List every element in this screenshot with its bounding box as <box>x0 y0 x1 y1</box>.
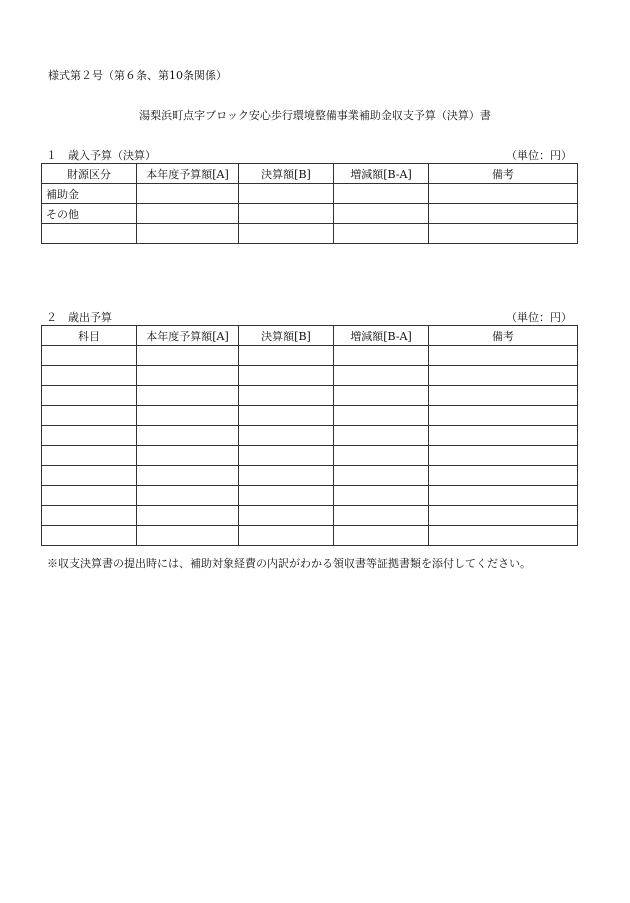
table-cell[interactable] <box>239 406 334 426</box>
expenditure-section-label: ２ 歳出予算 <box>46 311 112 324</box>
table-cell[interactable] <box>334 506 429 526</box>
table-cell[interactable] <box>334 386 429 406</box>
table-cell[interactable] <box>334 184 429 204</box>
revenue-section-label: １ 歳入予算（決算） <box>46 149 156 162</box>
table-cell[interactable] <box>334 466 429 486</box>
table-cell[interactable] <box>137 204 239 224</box>
table-cell[interactable] <box>137 184 239 204</box>
table-cell[interactable] <box>429 346 578 366</box>
table-row <box>42 506 578 526</box>
table-cell[interactable] <box>429 466 578 486</box>
revenue-section-header <box>46 147 576 161</box>
table-row <box>42 426 578 446</box>
table-cell[interactable] <box>429 446 578 466</box>
table-cell[interactable] <box>42 446 137 466</box>
table-cell[interactable] <box>137 526 239 546</box>
table-cell[interactable] <box>137 486 239 506</box>
revenue-col-remarks: 備考 <box>429 164 578 184</box>
table-cell[interactable] <box>42 406 137 426</box>
revenue-col-diff: 増減額[B-A] <box>334 164 429 184</box>
table-cell[interactable] <box>137 346 239 366</box>
table-cell[interactable] <box>429 224 578 244</box>
table-row <box>42 526 578 546</box>
table-cell[interactable] <box>429 486 578 506</box>
table-cell[interactable] <box>239 426 334 446</box>
table-cell[interactable] <box>334 346 429 366</box>
expenditure-col-settled: 決算額[B] <box>239 326 334 346</box>
table-cell[interactable] <box>334 426 429 446</box>
revenue-row-label: その他 <box>42 204 137 224</box>
table-cell[interactable] <box>239 446 334 466</box>
expenditure-body <box>42 346 578 546</box>
table-cell[interactable] <box>42 386 137 406</box>
table-cell[interactable] <box>137 406 239 426</box>
table-cell[interactable] <box>239 184 334 204</box>
table-cell[interactable] <box>334 224 429 244</box>
table-cell[interactable] <box>42 526 137 546</box>
revenue-col-settled: 決算額[B] <box>239 164 334 184</box>
table-cell[interactable] <box>239 506 334 526</box>
table-row <box>42 184 578 204</box>
form-number: 様式第２号（第６条、第10条関係） <box>48 69 227 82</box>
table-cell[interactable] <box>429 204 578 224</box>
table-cell[interactable] <box>137 366 239 386</box>
revenue-header-row <box>42 164 578 184</box>
table-cell[interactable] <box>137 506 239 526</box>
table-cell[interactable] <box>429 386 578 406</box>
table-row <box>42 486 578 506</box>
table-cell[interactable] <box>334 526 429 546</box>
expenditure-col-item: 科目 <box>42 326 137 346</box>
table-cell[interactable] <box>42 346 137 366</box>
table-row <box>42 204 578 224</box>
table-cell[interactable] <box>42 506 137 526</box>
table-cell[interactable] <box>239 204 334 224</box>
table-cell[interactable] <box>137 386 239 406</box>
submission-note: ※収支決算書の提出時には、補助対象経費の内訳がわかる領収書等証拠書類を添付してください。 <box>47 557 531 570</box>
expenditure-unit-label: （単位：円） <box>506 311 572 324</box>
expenditure-col-remarks: 備考 <box>429 326 578 346</box>
table-row <box>42 366 578 386</box>
table-cell[interactable] <box>429 526 578 546</box>
table-cell[interactable] <box>239 526 334 546</box>
expenditure-col-budget: 本年度予算額[A] <box>137 326 239 346</box>
table-cell[interactable] <box>334 406 429 426</box>
table-cell[interactable] <box>239 366 334 386</box>
expenditure-section-header <box>46 309 576 323</box>
table-cell[interactable] <box>429 426 578 446</box>
table-cell[interactable] <box>334 446 429 466</box>
document-title: 湯梨浜町点字ブロック安心歩行環境整備事業補助金収支予算（決算）書 <box>139 109 491 122</box>
revenue-row-label: 補助金 <box>42 184 137 204</box>
table-cell[interactable] <box>42 486 137 506</box>
expenditure-table <box>41 325 578 546</box>
table-row <box>42 386 578 406</box>
table-cell[interactable] <box>239 346 334 366</box>
table-cell[interactable] <box>239 486 334 506</box>
expenditure-col-diff: 増減額[B-A] <box>334 326 429 346</box>
revenue-row-label <box>42 224 137 244</box>
table-cell[interactable] <box>429 506 578 526</box>
table-cell[interactable] <box>239 386 334 406</box>
table-cell[interactable] <box>137 446 239 466</box>
table-cell[interactable] <box>239 466 334 486</box>
table-row <box>42 466 578 486</box>
table-cell[interactable] <box>137 224 239 244</box>
table-row <box>42 446 578 466</box>
revenue-unit-label: （単位：円） <box>506 149 572 162</box>
table-cell[interactable] <box>334 486 429 506</box>
table-cell[interactable] <box>42 466 137 486</box>
table-cell[interactable] <box>334 366 429 386</box>
table-cell[interactable] <box>429 184 578 204</box>
expenditure-header-row <box>42 326 578 346</box>
table-cell[interactable] <box>429 366 578 386</box>
revenue-table <box>41 163 578 244</box>
table-cell[interactable] <box>137 426 239 446</box>
table-cell[interactable] <box>429 406 578 426</box>
table-row <box>42 406 578 426</box>
table-cell[interactable] <box>334 204 429 224</box>
revenue-col-budget: 本年度予算額[A] <box>137 164 239 184</box>
revenue-col-source: 財源区分 <box>42 164 137 184</box>
table-row <box>42 224 578 244</box>
table-row <box>42 346 578 366</box>
table-cell[interactable] <box>42 366 137 386</box>
table-cell[interactable] <box>239 224 334 244</box>
table-cell[interactable] <box>137 466 239 486</box>
table-cell[interactable] <box>42 426 137 446</box>
